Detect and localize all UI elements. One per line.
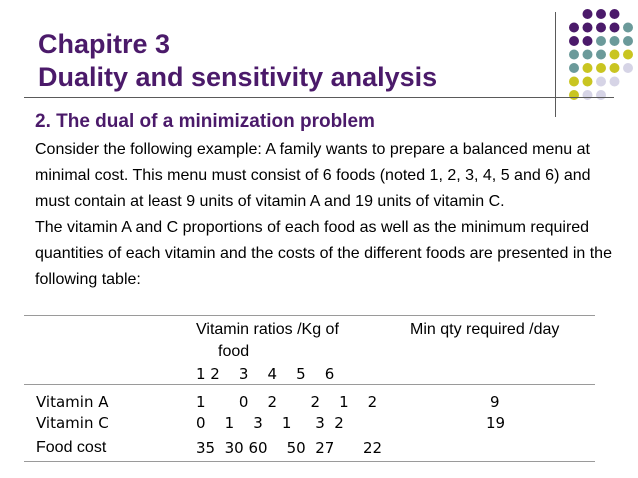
row-min-vitamin-a: 9 xyxy=(490,393,500,411)
yellow-dot xyxy=(583,63,593,73)
yellow-dot xyxy=(610,50,620,60)
yellow-dot xyxy=(596,63,606,73)
purple-dot xyxy=(569,36,579,46)
yellow-dot xyxy=(623,50,633,60)
page-title xyxy=(38,28,437,94)
header-min-qty: Min qty required /day xyxy=(410,321,560,338)
teal-dot xyxy=(569,50,579,60)
lavender-dot xyxy=(610,77,620,87)
purple-dot xyxy=(596,9,606,19)
purple-dot xyxy=(583,36,593,46)
header-vitamin-ratios: Vitamin ratios /Kg of xyxy=(196,321,339,338)
teal-dot xyxy=(569,63,579,73)
lavender-dot xyxy=(596,77,606,87)
lavender-dot xyxy=(583,90,593,100)
divider-vertical xyxy=(555,12,556,117)
yellow-dot xyxy=(610,63,620,73)
purple-dot xyxy=(596,23,606,33)
paragraph-intro: Consider the following example: A family wants to prepare a balanced menu at minimal cost. This menu must consist of 6 foods (noted 1, 2, 3, 4, 5 and 6) and must contain at least 9 units of vitamin A and 19 units of vitamin C. xyxy=(35,141,591,210)
title-line-2: Duality and sensitivity analysis xyxy=(38,62,438,92)
title-line-1: Chapitre 3 xyxy=(38,29,171,59)
slide-body xyxy=(35,137,615,293)
lavender-dot xyxy=(623,63,633,73)
row-values-vitamin-c: 0 1 3 1 3 2 xyxy=(196,414,344,432)
header-food: food xyxy=(218,343,250,360)
lavender-dot xyxy=(596,90,606,100)
table-top-border xyxy=(24,315,595,316)
table-bottom-border xyxy=(24,461,595,462)
yellow-dot xyxy=(569,77,579,87)
purple-dot xyxy=(583,9,593,19)
row-values-vitamin-a: 1 0 2 2 1 2 xyxy=(196,393,378,411)
purple-dot xyxy=(569,23,579,33)
table-header-border xyxy=(24,384,595,385)
section-subtitle: 2. The dual of a minimization problem xyxy=(35,111,375,132)
purple-dot xyxy=(610,9,620,19)
food-numbers: 1 2 3 4 5 6 xyxy=(196,365,335,383)
row-label-vitamin-a: Vitamin A xyxy=(36,393,109,411)
teal-dot xyxy=(596,50,606,60)
divider-horizontal xyxy=(24,97,614,98)
yellow-dot xyxy=(583,77,593,87)
purple-dot xyxy=(583,23,593,33)
paragraph-table-intro: The vitamin A and C proportions of each food as well as the minimum required quantities of each vitamin and the costs of the different foods are presented in the following table: xyxy=(35,219,612,288)
teal-dot xyxy=(623,36,633,46)
teal-dot xyxy=(610,36,620,46)
teal-dot xyxy=(583,50,593,60)
yellow-dot xyxy=(569,90,579,100)
row-min-vitamin-c: 19 xyxy=(486,414,506,432)
row-label-food-cost: Food cost xyxy=(36,439,107,456)
teal-dot xyxy=(623,23,633,33)
teal-dot xyxy=(596,36,606,46)
row-values-food-cost: 35 30 60 50 27 22 xyxy=(196,439,383,457)
row-label-vitamin-c: Vitamin C xyxy=(36,414,109,432)
purple-dot xyxy=(610,23,620,33)
